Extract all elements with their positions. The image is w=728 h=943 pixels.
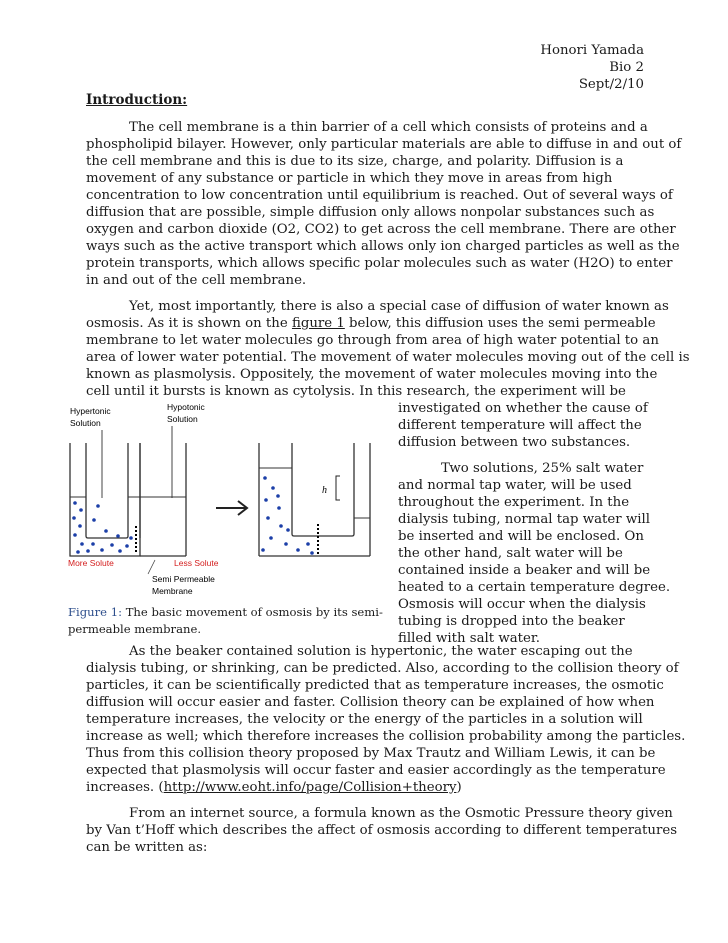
- author-name: Honori Yamada: [540, 43, 644, 58]
- text-line: the cell membrane and this is due to its size, charge, and polarity. Diffusion is a: [86, 154, 624, 169]
- course-name: Bio 2: [609, 60, 644, 75]
- date: Sept/2/10: [578, 77, 644, 92]
- text-line: diffusion will occur easier and faster. Collision theory can be explained of how when: [86, 695, 655, 710]
- u-tube-after: [259, 443, 370, 556]
- text-line: area of lower water potential. The movement of water molecules moving out of the cell is: [86, 350, 690, 365]
- text-line: dialysis tubing, normal tap water will: [398, 512, 650, 527]
- text-line: tubing is dropped into the beaker: [398, 614, 625, 629]
- text-line: diffusion that are possible, simple diffusion only allows nonpolar substances such as: [86, 205, 655, 220]
- text-line: throughout the experiment. In the: [398, 495, 630, 510]
- text-line: be inserted and will be enclosed. On: [398, 529, 644, 544]
- text-line: diffusion between two substances.: [398, 435, 631, 450]
- height-label: h: [322, 485, 327, 496]
- text-line: can be written as:: [86, 840, 208, 855]
- text-line: membrane to let water molecules go through from area of high water potential to an: [86, 333, 659, 348]
- text-line: The cell membrane is a thin barrier of a cell which consists of proteins and a: [129, 120, 648, 135]
- collision-theory-link[interactable]: http://www.eoht.info/page/Collision+theory: [163, 780, 457, 795]
- text-line: known as plasmolysis. Oppositely, the movement of water molecules moving into the: [86, 367, 658, 382]
- figure-caption-text: The basic movement of osmosis by its semi-: [122, 605, 383, 619]
- text-line: From an internet source, a formula known as the Osmotic Pressure theory given: [129, 806, 673, 821]
- text-line: ways such as the active transport which allows only ion charged particles as well as the: [86, 239, 680, 254]
- text-line: Two solutions, 25% salt water: [441, 461, 644, 476]
- text-line: oxygen and carbon dioxide (O2, CO2) to get across the cell membrane. There are other: [86, 222, 676, 237]
- hypotonic-label-2: Solution: [167, 414, 198, 424]
- figure-caption-label: Figure 1:: [68, 605, 123, 619]
- text-line: temperature increases, the velocity or the energy of the particles in a solution will: [86, 712, 643, 727]
- more-solute-label: More Solute: [68, 558, 114, 568]
- hypertonic-label-2: Solution: [70, 418, 101, 428]
- text-line: heated to a certain temperature degree.: [398, 580, 671, 595]
- section-heading: Introduction:: [86, 92, 188, 108]
- hypertonic-label-1: Hypertonic: [70, 406, 111, 416]
- text-span: osmosis. As it is shown on the: [86, 316, 292, 331]
- text-line: movement of any substance or particle in which they move in areas from high: [86, 171, 613, 186]
- text-line: phospholipid bilayer. However, only particular materials are able to diffuse in and out of: [86, 137, 682, 152]
- text-line: expected that plasmolysis will occur faster and easier accordingly as the temperature: [86, 763, 666, 778]
- text-line: by Van t’Hoff which describes the affect of osmosis according to different temperatures: [86, 823, 678, 838]
- less-solute-label: Less Solute: [174, 558, 219, 568]
- membrane-label-1: Semi Permeable: [152, 574, 215, 584]
- text-line: different temperature will affect the: [398, 418, 642, 433]
- text-line: particles, it can be scientifically predicted that as temperature increases, the osmotic: [86, 678, 664, 693]
- hypotonic-label-1: Hypotonic: [167, 402, 205, 412]
- text-line: cell until it bursts is known as cytolysis. In this research, the experiment will be: [86, 384, 626, 399]
- text-line: As the beaker contained solution is hypertonic, the water escaping out the: [129, 644, 633, 659]
- text-line: the other hand, salt water will be: [398, 546, 623, 561]
- text-line: filled with salt water.: [398, 631, 540, 646]
- solute-dots-after: [261, 476, 314, 555]
- figure-1-link[interactable]: figure 1: [291, 316, 345, 331]
- text-span: below, this diffusion uses the semi permeable: [344, 316, 656, 331]
- text-line: dialysis tubing, or shrinking, can be predicted. Also, according to the collision theory of: [86, 661, 679, 676]
- text-line: Yet, most importantly, there is also a special case of diffusion of water known as: [129, 299, 669, 314]
- text-line: concentration to low concentration until equilibrium is reached. Out of several ways of: [86, 188, 673, 203]
- text-line: Thus from this collision theory proposed by Max Trautz and William Lewis, it can be: [86, 746, 656, 761]
- text-line: [86, 315, 656, 332]
- figure-caption-line-2: permeable membrane.: [68, 622, 202, 636]
- text-line: protein transports, which allows specific polar molecules such as water (H2O) to enter: [86, 256, 673, 271]
- figure-caption: [68, 604, 383, 620]
- process-arrow: [216, 501, 247, 515]
- text-line: Osmosis will occur when the dialysis: [398, 597, 646, 612]
- text-line: [86, 779, 462, 796]
- text-line: investigated on whether the cause of: [398, 401, 648, 416]
- text-line: increase as well; which therefore increases the collision probability among the particles.: [86, 729, 686, 744]
- text-line: contained inside a beaker and will be: [398, 563, 651, 578]
- text-line: and normal tap water, will be used: [398, 478, 632, 493]
- text-line: in and out of the cell membrane.: [86, 273, 307, 288]
- text-span: ): [456, 780, 462, 795]
- osmosis-diagram: [66, 398, 386, 602]
- u-tube-before: [70, 443, 186, 556]
- text-span: increases. (: [86, 780, 164, 795]
- membrane-label-2: Membrane: [152, 586, 193, 596]
- solute-dots-before: [72, 501, 133, 554]
